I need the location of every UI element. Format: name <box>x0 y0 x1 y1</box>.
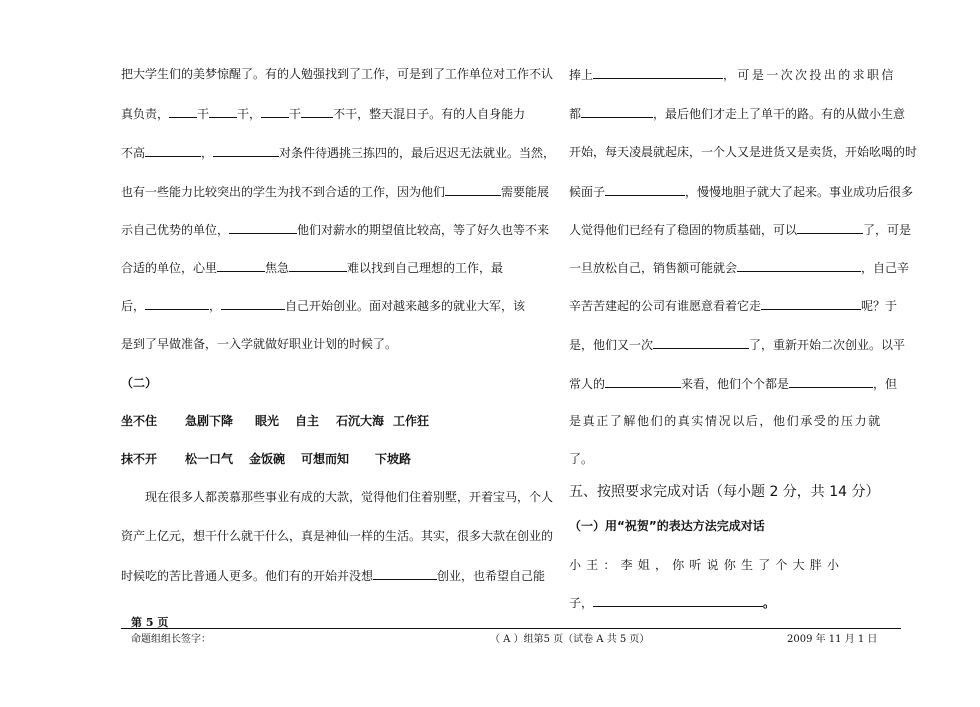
left-line-4: 也有一些能力比较突出的学生为找不到合适的工作，因为他们 需要能展 <box>121 185 550 199</box>
para2-line-3: 时候吃的苦比普通人更多。他们有的开始并没想 创业，也希望自己能 <box>121 569 546 583</box>
fill-blank[interactable] <box>145 144 201 157</box>
fill-blank[interactable] <box>289 259 347 272</box>
fill-blank[interactable] <box>221 297 285 310</box>
footer-divider <box>121 628 901 629</box>
page-number: 第 5 页 <box>131 616 169 629</box>
para2-line-2: 资产上亿元，想干什么就干什么，真是神仙一样的生活。其实，很多大款在创业的 <box>121 529 554 543</box>
word-item: 眼光 <box>255 414 280 428</box>
word-item: 工作狂 <box>393 414 430 428</box>
right-line-2: 都 ，最后他们才走上了单干的路。有的从做小生意 <box>569 107 906 121</box>
fill-blank[interactable] <box>737 259 861 272</box>
word-item: 下坡路 <box>375 452 412 466</box>
right-line-8: 是，他们又一次 了，重新开始二次创业。以平 <box>569 338 906 352</box>
right-line-3: 开始，每天凌晨就起床，一个人又是进货又是卖货，开始吆喝的时 <box>569 145 918 159</box>
answer-blank[interactable] <box>593 594 763 607</box>
right-line-10: 是真正了解他们的真实情况以后，他们承受的压力就 <box>569 414 882 428</box>
word-item: 可想而知 <box>301 452 350 466</box>
left-line-6: 合适的单位，心里 焦急 难以找到自己理想的工作，最 <box>121 261 504 275</box>
left-line-5: 示自己优势的单位， 他们对薪水的期望值比较高，等了好久也等不来 <box>121 223 550 237</box>
subsection-1-title: （一）用“祝贺”的表达方法完成对话 <box>569 519 765 533</box>
fill-blank[interactable] <box>145 297 209 310</box>
fill-blank[interactable] <box>301 105 333 118</box>
left-line-3: 不高 ， 对条件待遇挑三拣四的，最后迟迟无法就业。当然， <box>121 146 556 160</box>
right-line-6: 一旦放松自己，销售额可能就会 ，自己辛 <box>569 261 910 275</box>
signer-label: 命题组组长签字： <box>131 634 211 645</box>
fill-blank[interactable] <box>261 105 289 118</box>
word-item: 松一口气 <box>185 452 234 466</box>
right-line-7: 辛苦苦建起的公司有谁愿意看着它走 呢？于 <box>569 299 898 313</box>
section-2-label: （二） <box>121 376 158 390</box>
fill-blank[interactable] <box>445 183 501 196</box>
fill-blank[interactable] <box>581 105 653 118</box>
dialog-line-1: 小王：李姐，你听说你生了个大胖小 <box>569 558 845 572</box>
exam-date: 2009 年 11 月 1 日 <box>787 634 878 645</box>
left-line-1: 把大学生们的美梦惊醒了。有的人勉强找到了工作，可是到了工作单位对工作不认 <box>121 67 554 81</box>
fill-blank[interactable] <box>653 336 749 349</box>
fill-blank[interactable] <box>373 567 437 580</box>
word-item: 抹不开 <box>121 452 158 466</box>
fill-blank[interactable] <box>761 297 861 310</box>
left-line-8: 是到了早做准备，一入学就做好职业计划的时候了。 <box>121 337 398 351</box>
word-item: 自主 <box>295 414 320 428</box>
right-line-5: 人觉得他们已经有了稳固的物质基础，可以 了，可是 <box>569 223 912 237</box>
fill-blank[interactable] <box>797 221 863 234</box>
word-bank-row-2 <box>121 451 411 467</box>
dialog-line-2: 子， 。 <box>569 596 776 610</box>
fill-blank[interactable] <box>605 375 681 388</box>
fill-blank[interactable] <box>209 105 237 118</box>
right-line-1: 捧上 ，可是一次次投出的求职信 <box>569 68 896 82</box>
left-line-2: 真负责， 干 干， 干 不干，整天混日子。有的人自身能力 <box>121 107 526 121</box>
fill-blank[interactable] <box>213 144 279 157</box>
word-item: 金饭碗 <box>249 452 286 466</box>
para2-line-1: 现在很多人都羡慕那些事业有成的大款，觉得他们住着别墅，开着宝马，个人 <box>145 490 554 504</box>
section-5-title: 五、按照要求完成对话（每小题 2 分，共 14 分） <box>569 484 880 500</box>
word-bank-row-1 <box>121 413 429 429</box>
fill-blank[interactable] <box>789 375 873 388</box>
right-line-9: 常人的 来看，他们个个都是 ，但 <box>569 377 898 391</box>
right-line-11: 了。 <box>569 452 594 466</box>
group-page-info: （ A ）组第5 页（试卷 A 共 5 页） <box>490 634 650 645</box>
word-item: 石沉大海 <box>336 414 385 428</box>
left-line-7: 后， ， 自己开始创业。面对越来越多的就业大军，该 <box>121 299 526 313</box>
fill-blank[interactable] <box>605 183 685 196</box>
word-item: 急剧下降 <box>185 414 234 428</box>
fill-blank[interactable] <box>169 105 197 118</box>
right-line-4: 候面子 ，慢慢地胆子就大了起来。事业成功后很多 <box>569 185 914 199</box>
word-item: 坐不住 <box>121 414 158 428</box>
fill-blank[interactable] <box>593 66 723 79</box>
fill-blank[interactable] <box>217 259 265 272</box>
fill-blank[interactable] <box>229 221 297 234</box>
